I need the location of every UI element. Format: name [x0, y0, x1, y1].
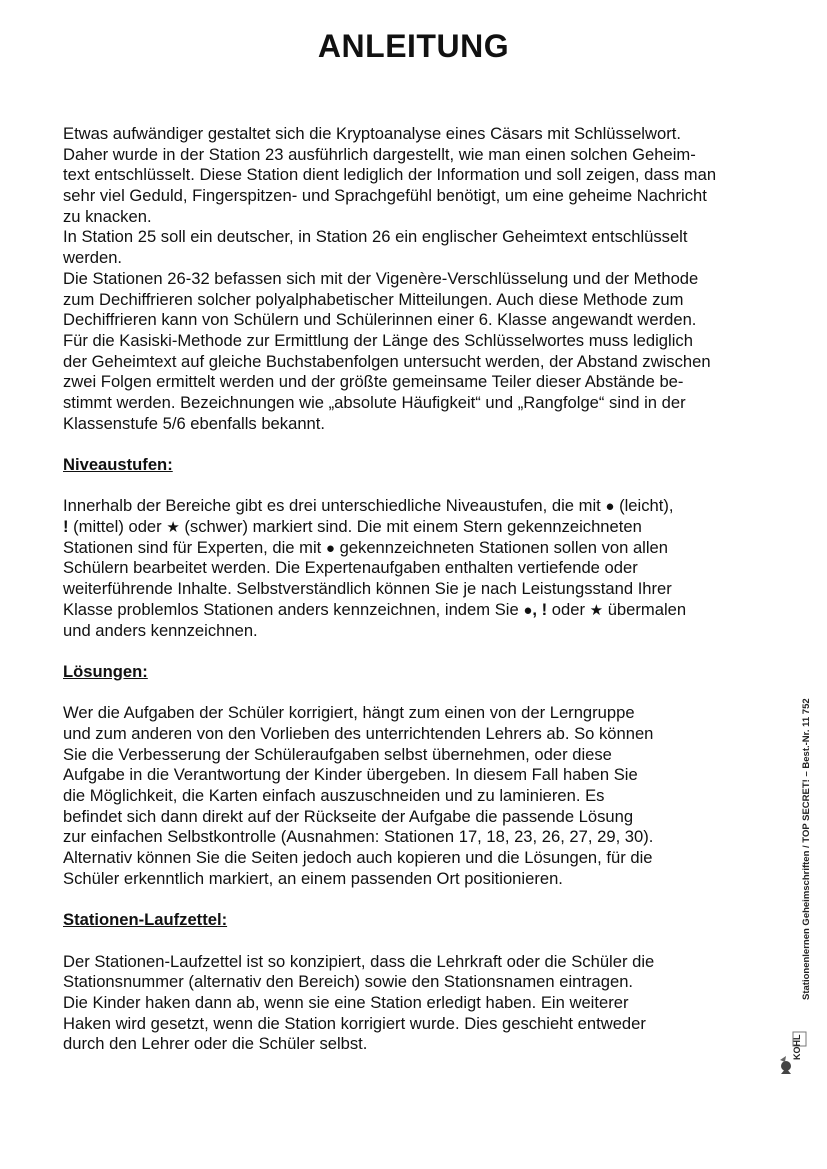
text-line: Die Kinder haken dann ab, wenn sie eine Station erledigt haben. Ein weiterer: [63, 992, 629, 1012]
text-line: zwei Folgen ermittelt werden und der größte gemeinsame Teiler dieser Abstände be-: [63, 372, 684, 392]
text-line: und zum anderen von den Vorlieben des unterrichtenden Lehrers ab. So können: [63, 723, 654, 743]
text-segment: Innerhalb der Bereiche gibt es drei unterschiedliche Niveaustufen, die mit: [63, 496, 601, 516]
text-line: stimmt werden. Bezeichnungen wie „absolute Häufigkeit“ und „Rangfolge“ sind in der: [63, 392, 686, 412]
exclamation-icon: !: [541, 599, 548, 619]
text-line: Alternativ können Sie die Seiten jedoch auch kopieren und die Lösungen, für die: [63, 848, 653, 868]
text-line: Dechiffrieren kann von Schülern und Schülerinnen einer 6. Klasse angewandt werden.: [63, 310, 697, 330]
text-segment: gekennzeichneten Stationen sollen von allen: [339, 537, 669, 557]
star-icon: ★: [589, 601, 604, 619]
dot-icon: ●: [325, 539, 335, 557]
intro-paragraph: [63, 124, 773, 434]
text-line: durch den Lehrer oder die Schüler selbst.: [63, 1034, 368, 1054]
text-line: [63, 538, 773, 559]
text-segment: (schwer) markiert sind. Die mit einem Stern gekennzeichneten: [184, 517, 642, 537]
text-line: [63, 600, 773, 621]
text-segment: übermalen: [607, 599, 687, 619]
niveau-paragraph: [63, 496, 773, 641]
text-line: Daher wurde in der Station 23 ausführlich dargestellt, wie man einen solchen Geheim-: [63, 144, 696, 164]
laufzettel-paragraph: [63, 952, 773, 1055]
text-segment: (mittel) oder: [73, 517, 162, 537]
text-line: Die Stationen 26-32 befassen sich mit der Vigenère-Verschlüsselung und der Methode: [63, 268, 699, 288]
text-segment: (leicht),: [619, 496, 674, 516]
text-line: befindet sich dann direkt auf der Rückseite der Aufgabe die passende Lösung: [63, 806, 634, 826]
text-segment: oder: [551, 599, 585, 619]
publisher-logo-icon: [777, 1030, 809, 1076]
loesungen-paragraph: [63, 703, 773, 889]
section-heading-loesungen: Lösungen:: [63, 661, 148, 681]
text-line: [63, 517, 773, 538]
text-line: Stationsnummer (alternativ den Bereich) sowie den Stationsnamen eintragen.: [63, 972, 634, 992]
text-line: die Möglichkeit, die Karten einfach auszuschneiden und zu laminieren. Es: [63, 786, 605, 805]
exclamation-icon: !: [63, 517, 69, 537]
page-title: ANLEITUNG: [317, 28, 510, 64]
text-line: werden.: [63, 248, 123, 268]
dot-icon: ●: [523, 601, 533, 619]
text-line: Aufgabe in die Verantwortung der Kinder übergeben. In diesem Fall haben Sie: [63, 765, 638, 785]
publisher-logo: [777, 1030, 809, 1076]
sidebar-publisher-note: Stationenlernen Geheimschriften / TOP SECRET! – Best.-Nr. 11 752: [801, 698, 812, 1000]
section-heading-niveaustufen: Niveaustufen:: [63, 455, 173, 474]
text-line: Schülern bearbeitet werden. Die Expertenaufgaben enthalten vertiefende oder: [63, 558, 638, 578]
text-segment: Stationen sind für Experten, die mit: [63, 537, 322, 557]
text-line: und anders kennzeichnen.: [63, 620, 258, 640]
text-line: zum Dechiffrieren solcher polyalphabetischer Mitteilungen. Auch diese Methode zum: [63, 289, 684, 309]
star-icon: ★: [166, 519, 180, 537]
text-line: text entschlüsselt. Diese Station dient lediglich der Information und soll zeigen, dass man: [63, 165, 717, 185]
text-line: zu knacken.: [63, 206, 152, 226]
text-line: Sie die Verbesserung der Schüleraufgaben selbst übernehmen, oder diese: [63, 744, 612, 764]
text-line: Für die Kasiski-Methode zur Ermittlung der Länge des Schlüsselwortes muss lediglich: [63, 330, 693, 350]
dot-icon: ●: [605, 498, 615, 516]
text-line: Etwas aufwändiger gestaltet sich die Kryptoanalyse eines Cäsars mit Schlüsselwort.: [63, 124, 681, 143]
text-segment: Klasse problemlos Stationen anders kennzeichnen, indem Sie: [63, 599, 519, 619]
text-line: Haken wird gesetzt, wenn die Station korrigiert wurde. Dies geschieht entweder: [63, 1013, 646, 1033]
text-line: In Station 25 soll ein deutscher, in Station 26 ein englischer Geheimtext entschlüsselt: [63, 227, 688, 247]
text-line: Klassenstufe 5/6 ebenfalls bekannt.: [63, 413, 325, 433]
comma-mark: ,: [532, 599, 537, 619]
text-line: der Geheimtext auf gleiche Buchstabenfolgen untersucht werden, der Abstand zwischen: [63, 351, 711, 371]
text-line: Der Stationen-Laufzettel ist so konzipiert, dass die Lehrkraft oder die Schüler die: [63, 951, 655, 971]
text-line: Schüler erkenntlich markiert, an einem passenden Ort positionieren.: [63, 868, 563, 888]
text-line: Wer die Aufgaben der Schüler korrigiert, hängt zum einen von der Lerngruppe: [63, 703, 635, 723]
document-body: [63, 124, 773, 1055]
text-line: zur einfachen Selbstkontrolle (Ausnahmen: Stationen 17, 18, 23, 26, 27, 29, 30).: [63, 827, 654, 847]
text-line: weiterführende Inhalte. Selbstverständlich können Sie je nach Leistungsstand Ihrer: [63, 579, 672, 599]
logo-text: KOHL: [792, 1034, 802, 1060]
text-line: sehr viel Geduld, Fingerspitzen- und Sprachgefühl benötigt, um eine geheime Nachricht: [63, 186, 707, 206]
section-heading-laufzettel: Stationen-Laufzettel:: [63, 910, 228, 930]
text-line: [63, 496, 773, 517]
